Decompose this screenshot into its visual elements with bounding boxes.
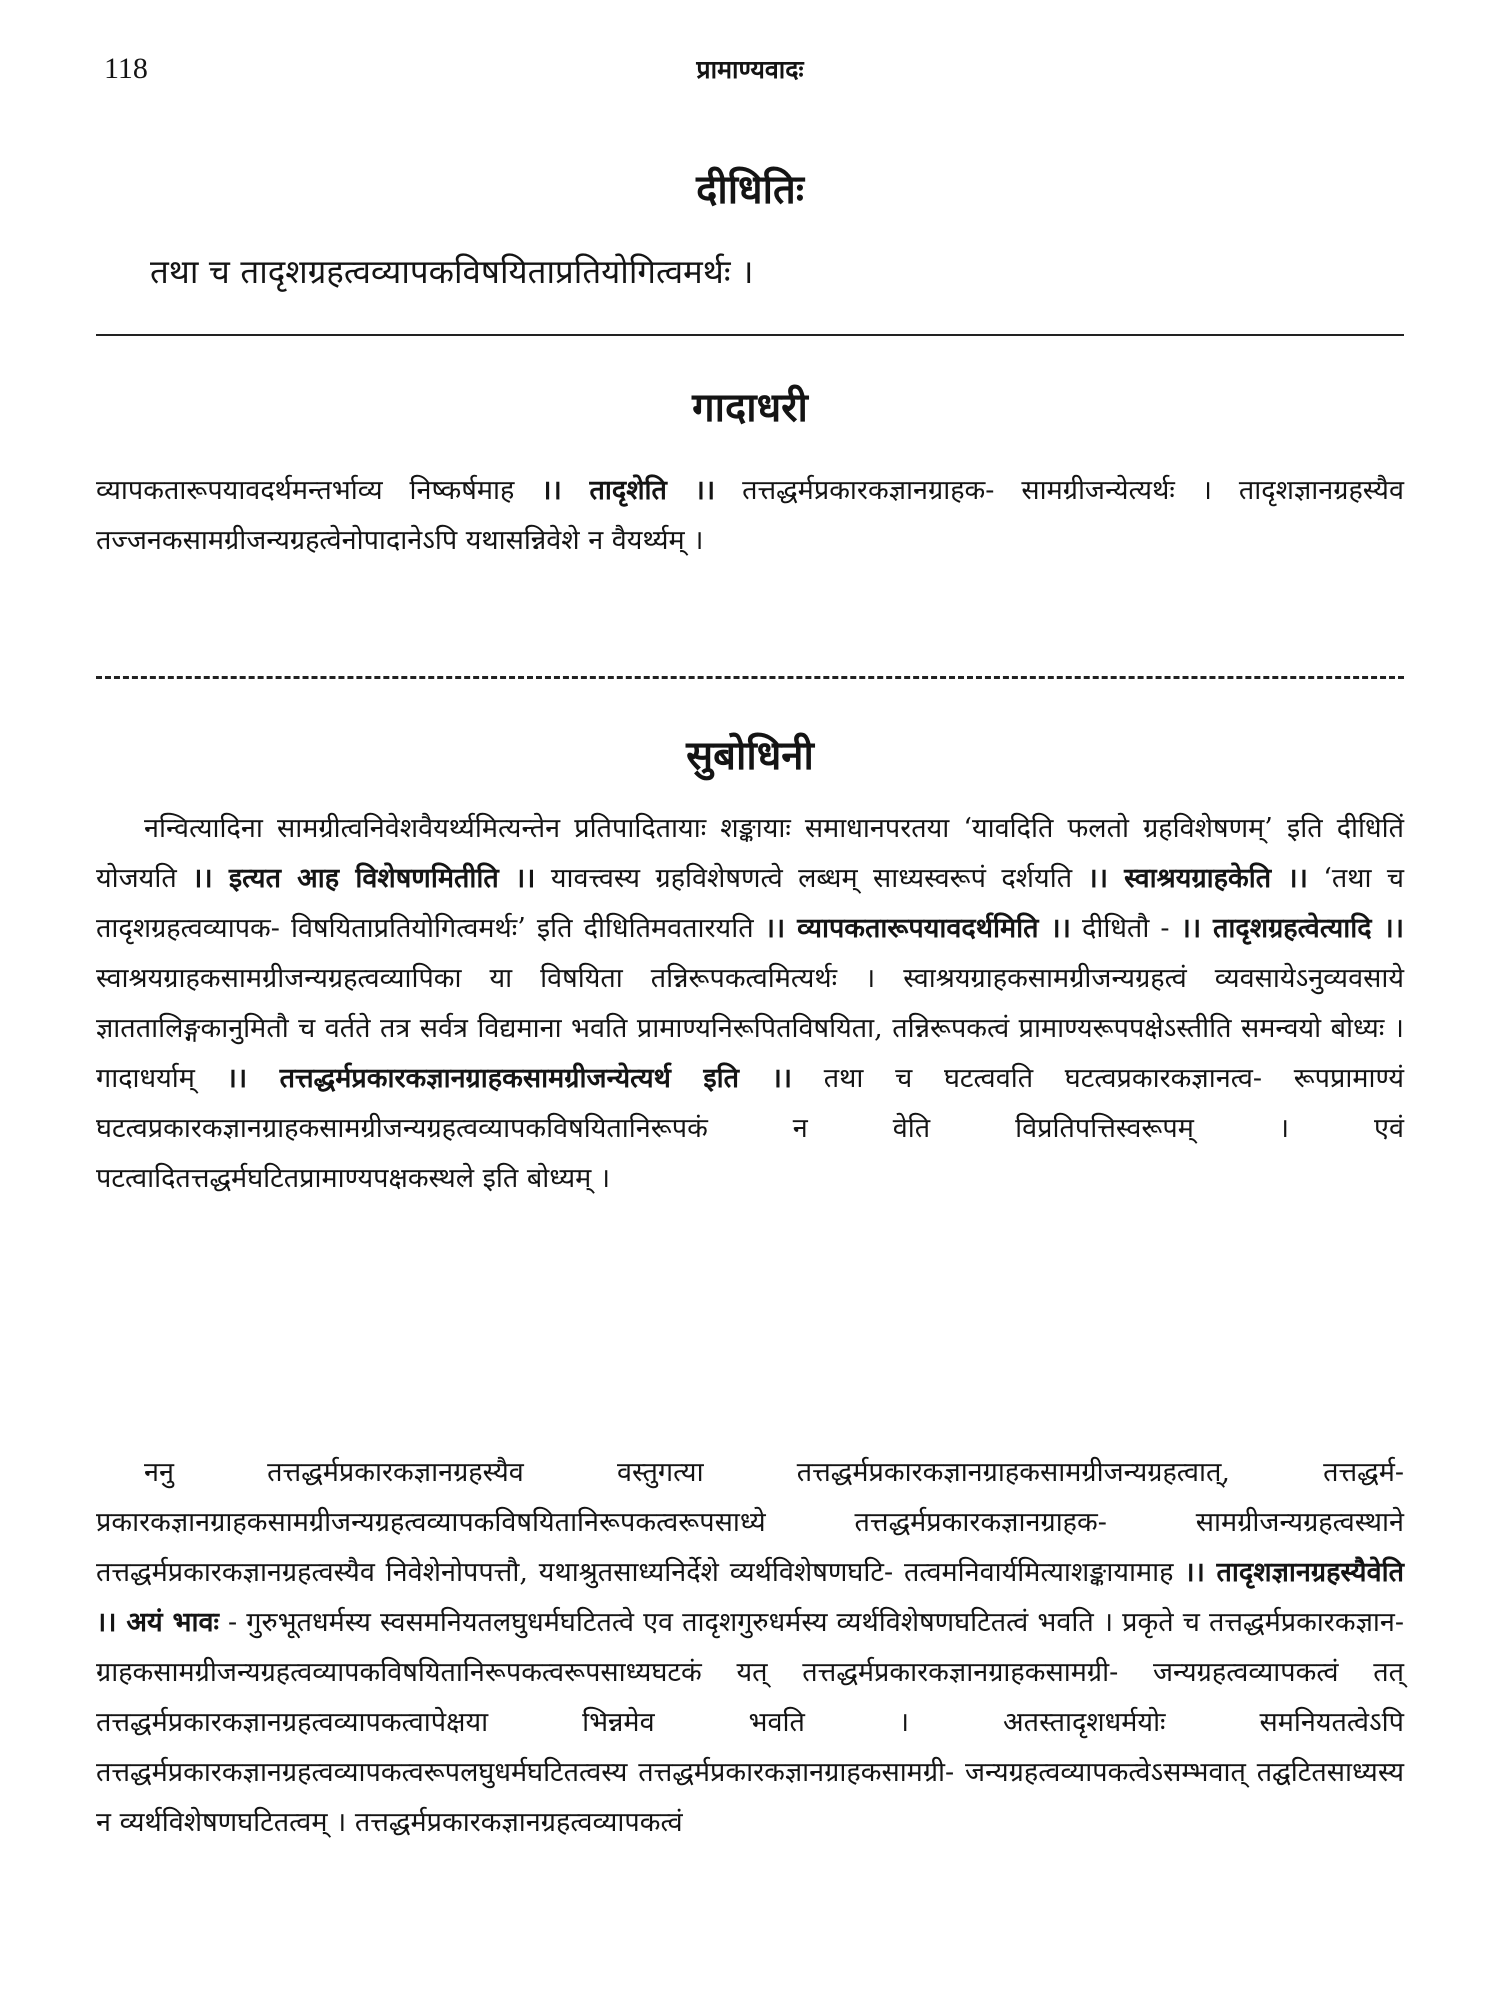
page-number: 118	[104, 52, 148, 85]
subodhini-text: ननु तत्तद्धर्मप्रकारकज्ञानग्रहस्यैव वस्तुगत्या तत्तद्धर्मप्रकारकज्ञानग्राहकसामग्रीजन्यग्रहत्वात्, तत्तद्धर्म- प्रकारकज्ञानग्राहकसामग्रीजन्यग्रहत्वव्यापकविषयितानिरूपकत्वरूपसाध्ये तत्तद्धर्मप्रकारकज्ञानग्राहक- सामग्रीजन्यग्रहत्वस्थाने तत्तद्धर्मप्रकारकज्ञानग्रहत्वस्यैव निवेशेनोपपत्तौ, यथाश्रुतसाध्यनिर्देशे व्यर्थविशेषणघटि- तत्वमनिवार्यमित्याशङ्कायामाह	[96, 1457, 1404, 1588]
divider-solid	[96, 334, 1404, 336]
subodhini-lemma: ।। इत्यत आह विशेषणमितीति ।।	[192, 863, 536, 894]
subodhini-text: दीधितौ -	[1070, 913, 1181, 944]
subodhini-lemma: ।। स्वाश्रयग्राहकेति ।।	[1087, 863, 1308, 894]
subodhini-lemma: ।। तत्तद्धर्मप्रकारकज्ञानग्राहकसामग्रीजन्येत्यर्थ इति ।।	[226, 1063, 793, 1094]
subodhini-text: यावत्त्वस्य ग्रहविशेषणत्वे लब्धम् साध्यस्वरूपं दर्शयति	[535, 863, 1088, 894]
divider-dashed	[96, 676, 1404, 679]
subodhini-text: - गुरुभूतधर्मस्य स्वसमनियतलघुधर्मघटितत्वे एव तादृशगुरुधर्मस्य व्यर्थविशेषणघटितत्वं भवति । प्रकृते च तत्तद्धर्मप्रकारकज्ञान- ग्राहकसामग्रीजन्यग्रहत्वव्यापकविषयितानिरूपकत्वरूपसाध्यघटकं यत् तत्तद्धर्मप्रकारकज्ञानग्राहकसामग्री- जन्यग्रहत्वव्यापकत्वं तत् तत्तद्धर्मप्रकारकज्ञानग्रहत्वव्यापकत्वापेक्षया भिन्नमेव भवति । अतस्तादृशधर्मयोः समनियतत्वेऽपि तत्तद्धर्मप्रकारकज्ञानग्रहत्वव्यापकत्वरूपलघुधर्मघटितत्वस्य तत्तद्धर्मप्रकारकज्ञानग्राहकसामग्री- जन्यग्रहत्वव्यापकत्वेऽसम्भवात् तद्घटितसाध्यस्य न व्यर्थविशेषणघटितत्वम् । तत्तद्धर्मप्रकारकज्ञानग्रहत्वव्यापकत्वं	[96, 1607, 1404, 1838]
didhiti-text: तथा च तादृशग्रहत्वव्यापकविषयिताप्रतियोगित्वमर्थः ।	[150, 252, 754, 291]
subodhini-text: तथा च घटत्ववति घटत्वप्रकारकज्ञानत्व- रूपप्रामाण्यं घटत्वप्रकारकज्ञानग्राहकसामग्रीजन्यग्रहत्वव्यापकविषयितानिरूपकं न वेति विप्रतिपत्तिस्वरूपम् । एवं पटत्वादितत्तद्धर्मघटितप्रामाण्यपक्षकस्थले इति बोध्यम् ।	[96, 1063, 1404, 1194]
running-head: प्रामाण्यवादः	[696, 55, 804, 84]
subodhini-title: सुबोधिनी	[686, 732, 814, 779]
gadadhari-title: गादाधरी	[692, 384, 808, 431]
gadadhari-lemma: ।। तादृशेति ।।	[541, 475, 716, 506]
gadadhari-text: व्यापकतारूपयावदर्थमन्तर्भाव्य निष्कर्षमाह	[96, 475, 542, 506]
gadadhari-text: तत्तद्धर्मप्रकारकज्ञानग्राहक- सामग्रीजन्येत्यर्थः । तादृशज्ञानग्रहस्यैव तज्जनकसामग्रीजन्यग्रहत्वेनोपादानेऽपि यथासन्निवेशे न वैयर्थ्यम् ।	[96, 475, 1404, 556]
subodhini-text: स्वाश्रयग्राहकसामग्रीजन्यग्रहत्वव्यापिका या विषयिता तन्निरूपकत्वमित्यर्थः । स्वाश्रयग्राहकसामग्रीजन्यग्रहत्वं व्यवसायेऽनुव्यवसाये ज्ञाततालिङ्गकानुमितौ च वर्तते तत्र सर्वत्र विद्यमाना भवति प्रामाण्यनिरूपितविषयिता, तन्निरूपकत्वं प्रामाण्यरूपपक्षेऽस्तीति समन्वयो बोध्यः । गादाधर्याम्	[96, 963, 1404, 1094]
subodhini-lemma: ।। व्यापकतारूपयावदर्थमिति ।।	[764, 913, 1071, 944]
didhiti-title: दीधितिः	[696, 166, 804, 213]
gadadhari-commentary	[96, 466, 1404, 566]
subodhini-text: ‘तथा च तादृशग्रहत्वव्यापक- विषयिताप्रतियोगित्वमर्थः’ इति दीधितिमवतारयति	[96, 863, 1404, 944]
subodhini-paragraph-2	[96, 1448, 1404, 1848]
page-header	[0, 52, 1500, 92]
subodhini-lemma: ।। तादृशग्रहत्वेत्यादि ।।	[1180, 913, 1405, 944]
subodhini-lemma: ।। तादृशज्ञानग्रहस्यैवेति ।। अयं भावः	[96, 1557, 1404, 1638]
subodhini-text: नन्वित्यादिना सामग्रीत्वनिवेशवैयर्थ्यमित्यन्तेन प्रतिपादितायाः शङ्कायाः समाधानपरतया ‘यावदिति फलतो ग्रहविशेषणम्’ इति दीधितिं योजयति	[96, 813, 1404, 894]
subodhini-paragraph-1	[96, 804, 1404, 1204]
